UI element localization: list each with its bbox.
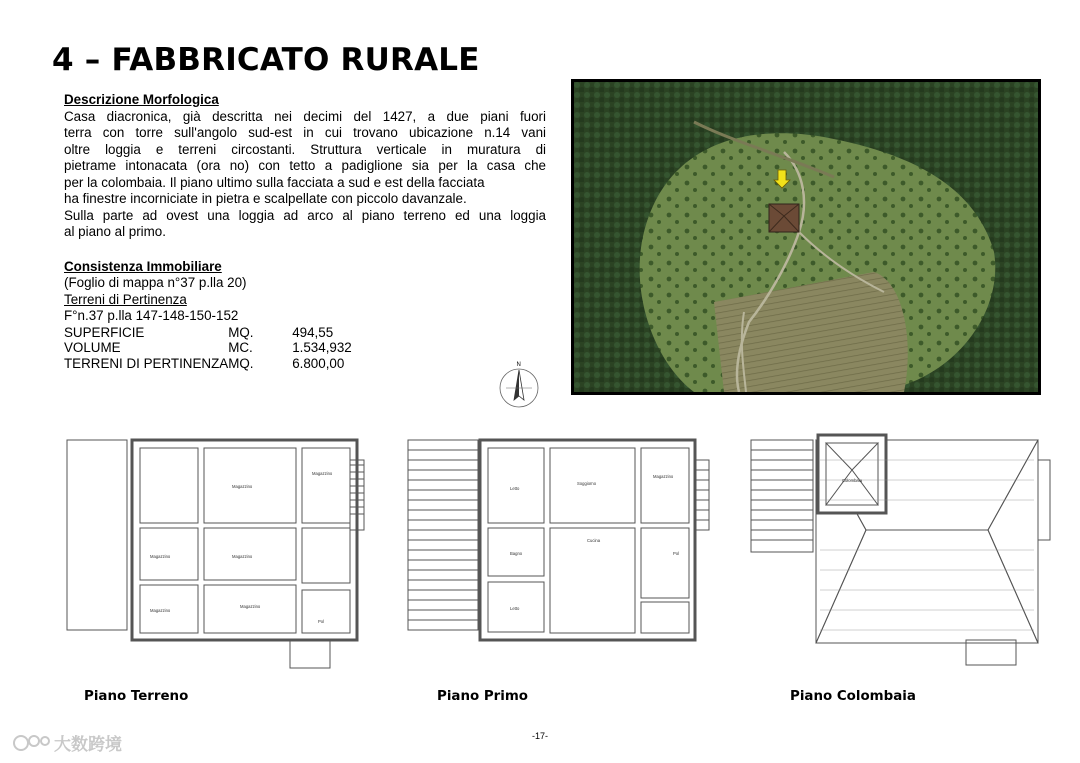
room-label: Bagno [510,551,523,556]
watermark-text: 大数跨境 [54,735,122,755]
table-row [64,325,352,341]
room-label: Magazzino [312,471,333,476]
room-label: Pol [318,619,325,624]
watermark-logo [12,730,144,756]
room-label: Magazzino [150,608,171,613]
row-unit: MC. [228,340,253,355]
row-unit: MQ. [228,355,254,371]
room-label: Letto [510,606,520,611]
particelle: F°n.37 p.lla 147-148-150-152 [64,308,239,323]
plan-label-primo: Piano Primo [437,689,528,704]
descrizione-line: oltre loggia e terreni circostanti. Struttura verticale in muratura di [64,141,546,157]
descrizione-line: al piano al primo. [64,224,166,239]
row-value: 1.534,932 [292,340,352,355]
floor-plan-primo [405,430,720,675]
consistenza-table [64,325,352,372]
row-value: 6.800,00 [292,355,345,371]
room-label: Magazzino [232,554,253,559]
descrizione-line: Casa diacronica, già descritta nei decimi del 1427, a due piani fuori [64,108,546,124]
room-label: Letto [510,486,520,491]
terreni-heading: Terreni di Pertinenza [64,291,187,307]
descrizione-line: ha finestre incorniciate in pietra e scalpellate con piccolo davanzale. [64,191,467,206]
room-label: Magazzino [653,474,674,479]
room-label: Pol [673,551,680,556]
aerial-photo [571,79,1041,395]
descrizione-line: Sulla parte ad ovest una loggia ad arco al piano terreno ed una loggia [64,207,546,223]
floor-plan-colombaia [748,430,1058,675]
room-label: Colombaia [842,478,863,483]
row-label: VOLUME [64,340,121,355]
room-label: Cucina [587,538,601,543]
room-label: Magazzino [232,484,253,489]
room-label: Magazzino [150,554,171,559]
room-label: Magazzino [240,604,261,609]
descrizione-paragraph [64,109,546,241]
compass-icon [494,358,544,410]
descrizione-line: pietrame intonacata (ora no) con tetto a padiglione sia per la casa che [64,158,546,173]
descrizione-line: terra con torre sull'angolo sud-est in cui trovano ubicazione n.14 vani [64,125,546,140]
page-number: -17- [531,731,548,741]
row-value: 494,55 [292,324,334,340]
plan-label-colombaia: Piano Colombaia [790,689,916,704]
floor-plan-terreno [62,430,372,675]
descrizione-line: per la colombaia. Il piano ultimo sulla facciata a sud e est della facciata [64,174,485,190]
text-column [64,92,546,371]
page-title: 4 – FABBRICATO RURALE [52,42,480,78]
row-label: TERRENI DI PERTINENZA [64,355,229,371]
room-label: Soggiorno [577,481,597,486]
row-label: SUPERFICIE [64,324,145,340]
plan-label-terreno: Piano Terreno [84,689,189,704]
descrizione-heading: Descrizione Morfologica [64,92,219,107]
table-row [64,340,352,356]
compass-north-label: N [516,362,521,368]
table-row [64,356,352,372]
row-unit: MQ. [228,324,254,340]
consistenza-heading: Consistenza Immobiliare [64,258,222,274]
foglio-mappa: (Foglio di mappa n°37 p.lla 20) [64,275,247,290]
